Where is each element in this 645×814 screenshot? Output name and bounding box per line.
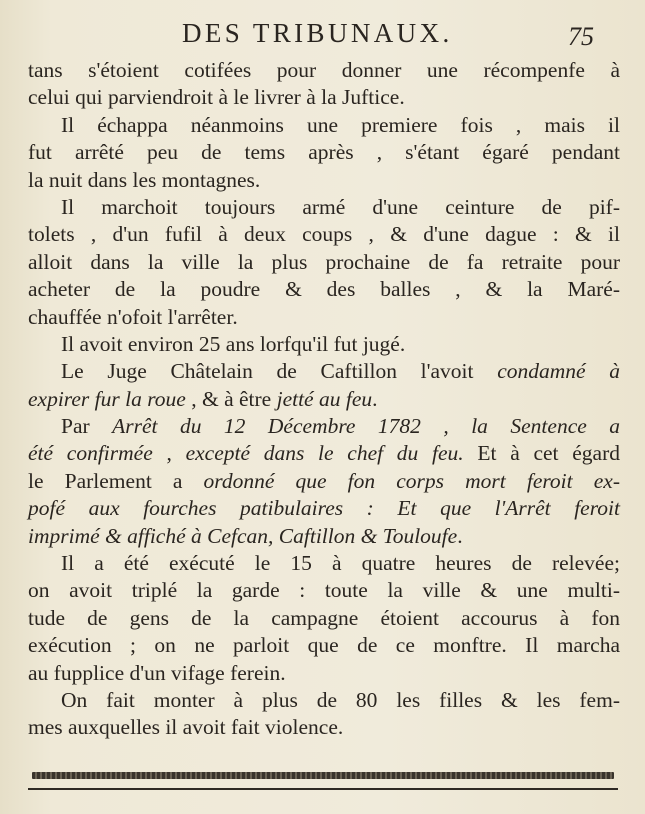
text-line [28,577,620,604]
text-line [28,358,620,385]
text-segment: Il a été exécuté le 15 à quatre heures de relevée; [61,551,620,576]
ornamental-rule [32,772,614,779]
text-line [28,660,620,687]
text-line [28,550,620,577]
page-header [0,14,645,54]
text-segment: , [152,441,186,466]
text-segment: tolets , d'un fufil à deux coups , & d'une dague : & il [28,222,620,247]
text-segment: . [372,386,378,411]
text-line [28,84,620,111]
text-segment: fut arrêté peu de tems après , s'étant égaré pendant [28,140,620,165]
running-head: DES TRIBUNAUX. [182,18,453,48]
italic-segment: imprimé & affiché à Cefcan, Caftillon & Touloufe [28,523,458,548]
text-line [28,413,620,440]
text-segment: Le Juge Châtelain de Caftillon l'avoit [61,359,498,384]
text-line [28,304,620,331]
text-segment: acheter de la poudre & des balles , & la Maré- [28,277,620,302]
text-segment: alloit dans la ville la plus prochaine de fa retraite pour [28,249,620,274]
text-segment: Il avoit environ 25 ans lorfqu'il fut jugé. [61,331,406,356]
text-line [28,523,620,550]
text-segment: le Parlement a [28,468,204,493]
text-line [28,276,620,303]
text-line [28,331,620,358]
text-line [28,249,620,276]
text-line [28,605,620,632]
text-line [28,194,620,221]
italic-segment: condamné à [497,359,620,384]
italic-segment: excepté dans le chef du feu. [185,441,464,466]
text-line [28,687,620,714]
italic-segment: pofé aux fourches patibulaires : Et que l'Arrêt feroit [28,496,620,521]
text-segment: tude de gens de la campagne étoient accourus à fon [28,605,620,630]
text-segment: On fait monter à plus de 80 les filles & les fem- [61,687,620,712]
italic-segment: Arrêt du 12 Décembre 1782 , la Sentence a [112,414,620,439]
italic-segment: expirer fur la roue [28,386,186,411]
text-segment: exécution ; on ne parloit que de ce monftre. Il marcha [28,633,620,658]
text-segment: Il marchoit toujours armé d'une ceinture de pif- [61,194,620,219]
text-line [28,139,620,166]
text-line [28,386,620,413]
text-line [28,57,620,84]
italic-segment: été confirmée [28,441,153,466]
text-segment: Et à cet égard [463,441,620,466]
text-line [28,440,620,467]
page-number: 75 [568,22,594,51]
text-segment: mes auxquelles il avoit fait violence. [28,715,344,740]
end-ornament [28,772,618,798]
italic-segment: ordonné que fon corps mort feroit ex- [203,468,620,493]
text-segment: , & à être [185,386,277,411]
text-line [28,221,620,248]
text-line [28,468,620,495]
body-text [28,57,620,742]
text-line [28,112,620,139]
text-segment: chauffée n'ofoit l'arrêter. [28,304,238,329]
text-line [28,714,620,741]
text-segment: on avoit triplé la garde : toute la ville & une multi- [28,578,620,603]
text-segment: au fupplice d'un vifage ferein. [28,660,286,685]
italic-segment: jetté au feu [276,386,373,411]
text-segment: Par [61,414,113,439]
rule-line [28,788,618,790]
text-segment: Il échappa néanmoins une premiere fois , mais il [61,112,620,137]
text-line [28,167,620,194]
text-line [28,632,620,659]
text-segment: . [457,523,463,548]
text-line [28,495,620,522]
text-segment: tans s'étoient cotifées pour donner une récompenfe à [28,58,620,82]
text-segment: la nuit dans les montagnes. [28,167,261,192]
text-segment: celui qui parviendroit à le livrer à la Juftice. [28,85,405,110]
